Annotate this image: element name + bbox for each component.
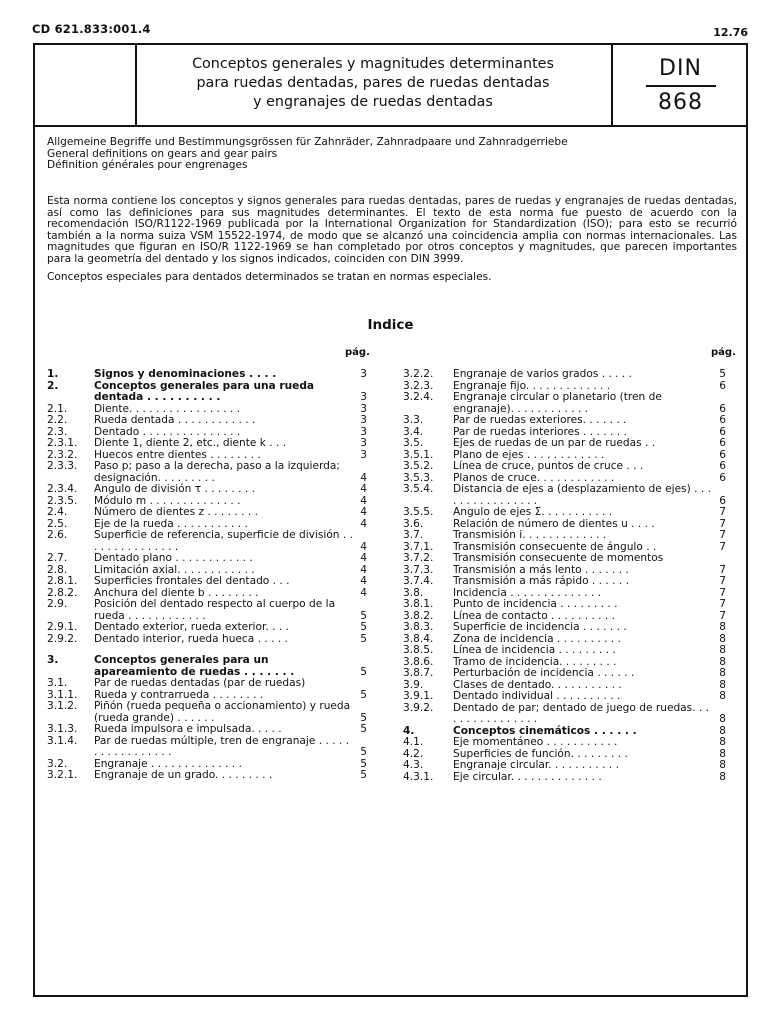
entry-page: 3: [360, 448, 367, 461]
index-entry: [47, 678, 367, 690]
entry-title: Módulo m . . . . . . . . . . . . . .: [94, 494, 241, 507]
index-entry: [47, 634, 367, 646]
index-entry: [403, 530, 726, 542]
entry-page: 8: [719, 621, 726, 633]
entry-page: 4: [360, 494, 367, 507]
entry-page: 3: [360, 414, 367, 426]
entry-page: 3: [360, 368, 367, 380]
entry-number: 2.5.: [47, 517, 68, 530]
entry-page: 8: [719, 736, 726, 748]
entry-page: 4: [360, 483, 367, 495]
entry-title: Dentado . . . . . . . . . . . . . . .: [94, 425, 241, 438]
entry-title: Engranaje fijo. . . . . . . . . . . . .: [453, 379, 611, 392]
entry-number: 2.3.3.: [47, 460, 78, 472]
din-divider: [646, 85, 716, 87]
index-entry: [403, 484, 726, 507]
entry-page: 5: [360, 723, 367, 735]
entry-number: 2.1.: [47, 402, 68, 415]
entry-number: 3.1.4.: [47, 734, 78, 747]
document-date: 12.76: [713, 26, 748, 39]
entry-number: 3.2.3.: [403, 379, 434, 392]
entry-page: 8: [719, 655, 726, 668]
index-entry: [47, 701, 367, 724]
index-entry: [47, 381, 367, 404]
index-entry: [403, 553, 726, 565]
entry-page: 8: [719, 770, 726, 783]
entry-number: 3.7.2.: [403, 552, 434, 564]
entry-page: 3: [360, 391, 367, 403]
index-entry: [47, 724, 367, 736]
entry-title: Par de ruedas múltiple, tren de engranaje . . . . . . . . . . . . . . . . .: [94, 734, 350, 758]
entry-title: Zona de incidencia . . . . . . . . . .: [453, 632, 621, 645]
entry-title: Conceptos generales para un apareamiento de ruedas . . . . . . .: [94, 654, 295, 678]
index-entry: [47, 736, 367, 759]
entry-page: 8: [719, 632, 726, 645]
entry-number: 2.8.1.: [47, 575, 78, 587]
entry-page: 6: [719, 425, 726, 438]
page-column-label-right: pág.: [711, 347, 736, 358]
entry-page: 6: [719, 448, 726, 461]
index-entry: [403, 507, 726, 519]
entry-title: Incidencia . . . . . . . . . . . . . .: [453, 586, 602, 599]
entry-title: Dentado exterior, rueda exterior. . . .: [94, 621, 289, 633]
entry-page: 5: [360, 769, 367, 781]
entry-title: Conceptos generales para una rueda dentada . . . . . . . . . .: [94, 379, 315, 403]
translation-english: General definitions on gears and gear pairs: [47, 147, 278, 160]
entry-page: 6: [719, 414, 726, 426]
entry-number: 3.5.4.: [403, 483, 434, 495]
index-entry: [47, 461, 367, 484]
entry-title: Dentado de par; dentado de juego de ruedas. . . . . . . . . . . . . . . .: [453, 701, 710, 725]
entry-page: 7: [719, 586, 726, 599]
entry-number: 2.2.: [47, 414, 68, 426]
entry-page: 3: [360, 425, 367, 438]
entry-page: 8: [719, 713, 726, 725]
entry-page: 6: [719, 494, 726, 507]
entry-number: 2.9.: [47, 598, 68, 610]
entry-title: Eje de la rueda . . . . . . . . . . .: [94, 517, 248, 530]
entry-title: Distancia de ejes a (desplazamiento de ejes) . . . . . . . . . . . . . . . .: [453, 483, 711, 507]
entry-page: 8: [719, 724, 726, 737]
standard-title: [137, 55, 609, 112]
index-left-column: [47, 369, 367, 782]
entry-title: Engranaje circular o planetario (tren de engranaje). . . . . . . . . . . .: [453, 391, 662, 415]
entry-number: 3.8.4.: [403, 632, 434, 645]
index-entry: [403, 622, 726, 634]
index-entry: [47, 530, 367, 553]
entry-number: 3.3.: [403, 414, 424, 426]
entry-number: 2.9.1.: [47, 621, 78, 633]
entry-title: Limitación axial. . . . . . . . . . . .: [94, 563, 255, 576]
entry-page: 5: [360, 688, 367, 701]
entry-number: 3.4.: [403, 425, 424, 438]
entry-title: Tramo de incidencia. . . . . . . . .: [453, 655, 617, 668]
entry-title: Rueda dentada . . . . . . . . . . . .: [94, 414, 256, 426]
index-right-column: [403, 369, 726, 783]
entry-page: 7: [719, 563, 726, 576]
entry-page: 5: [360, 746, 367, 758]
entry-title: Signos y denominaciones . . . .: [94, 368, 277, 380]
entry-number: 3.8.6.: [403, 655, 434, 668]
entry-page: 6: [719, 471, 726, 484]
entry-title: Conceptos cinemáticos . . . . . .: [453, 724, 637, 737]
entry-title: Engranaje de un grado. . . . . . . . .: [94, 769, 273, 781]
entry-number: 3.8.3.: [403, 621, 434, 633]
entry-page: 5: [360, 665, 367, 678]
index-entry: [47, 599, 367, 622]
index-entry: [47, 438, 367, 450]
title-translations: [47, 137, 568, 172]
entry-title: Dentado plano . . . . . . . . . . . .: [94, 552, 253, 564]
title-block: [35, 45, 746, 127]
entry-number: 3.7.3.: [403, 563, 434, 576]
index-heading: Indice: [367, 317, 414, 333]
entry-page: 4: [360, 517, 367, 530]
entry-number: 2.6.: [47, 529, 68, 541]
title-line: para ruedas dentadas, pares de ruedas dentadas: [196, 75, 550, 91]
title-block-left-cell: [35, 45, 137, 125]
entry-title: Transmisión i. . . . . . . . . . . . .: [453, 529, 607, 541]
entry-number: 3.5.3.: [403, 471, 434, 484]
entry-title: Par de ruedas dentadas (par de ruedas): [94, 677, 306, 689]
entry-number: 3.7.4.: [403, 575, 434, 587]
entry-number: 2.3.2.: [47, 448, 78, 461]
din-label: DIN: [659, 56, 702, 81]
entry-title: Línea de incidencia . . . . . . . . .: [453, 644, 616, 656]
index-entry: [403, 737, 726, 749]
entry-title: Superficie de referencia, superficie de división . . . . . . . . . . . . . . .: [94, 529, 353, 553]
entry-number: 2.8.: [47, 563, 68, 576]
entry-page: 6: [719, 402, 726, 415]
introduction: [47, 196, 737, 284]
entry-number: 4.2.: [403, 747, 424, 760]
entry-number: 3.: [47, 654, 59, 666]
entry-page: 8: [719, 690, 726, 702]
entry-page: 8: [719, 644, 726, 656]
index-entry: [47, 576, 367, 588]
index-entry: [47, 507, 367, 519]
entry-title: Línea de contacto . . . . . . . . . .: [453, 609, 616, 622]
entry-title: Ejes de ruedas de un par de ruedas . .: [453, 437, 656, 449]
entry-page: 4: [360, 540, 367, 553]
entry-page: 7: [719, 540, 726, 553]
entry-page: 7: [719, 609, 726, 622]
entry-page: 8: [719, 678, 726, 691]
entry-number: 3.8.: [403, 586, 424, 599]
entry-number: 2.3.1.: [47, 437, 78, 449]
entry-number: 3.1.1.: [47, 688, 78, 701]
entry-number: 3.8.5.: [403, 644, 434, 656]
page-column-label-left: pág.: [345, 347, 370, 358]
entry-page: 7: [719, 598, 726, 610]
entry-page: 6: [719, 379, 726, 392]
entry-page: 7: [719, 517, 726, 530]
entry-number: 4.3.1.: [403, 770, 434, 783]
index-entry: [47, 553, 367, 565]
entry-number: 3.9.2.: [403, 701, 434, 714]
entry-number: 2.7.: [47, 552, 68, 564]
entry-number: 3.5.: [403, 437, 424, 449]
entry-title: Par de ruedas interiores . . . . . . .: [453, 425, 627, 438]
index-entry: [403, 760, 726, 772]
page-frame: [33, 43, 748, 997]
entry-title: Superficies frontales del dentado . . .: [94, 575, 290, 587]
entry-title: Perturbación de incidencia . . . . . .: [453, 667, 635, 679]
index-entry: [47, 369, 367, 381]
entry-page: 5: [360, 632, 367, 645]
entry-page: 3: [360, 437, 367, 449]
entry-number: 2.8.2.: [47, 586, 78, 599]
entry-page: 5: [360, 757, 367, 770]
entry-page: 3: [360, 402, 367, 415]
index-entry: [403, 438, 726, 450]
index-entry: [403, 772, 726, 784]
entry-page: 5: [719, 368, 726, 380]
entry-title: Transmisión a más lento . . . . . . .: [453, 563, 629, 576]
entry-number: 3.1.2.: [47, 700, 78, 712]
translation-german: Allgemeine Begriffe und Bestimmungsgrössen für Zahnräder, Zahnradpaare und Zahnradgerriebe: [47, 136, 568, 148]
entry-title: Posición del dentado respecto al cuerpo de la rueda . . . . . . . . . . . .: [94, 598, 336, 622]
index-entry: [47, 655, 367, 678]
entry-number: 2.4.: [47, 506, 68, 518]
entry-page: 4: [360, 471, 367, 484]
entry-number: 3.7.: [403, 529, 424, 541]
index-entry: [47, 622, 367, 634]
entry-title: Número de dientes z . . . . . . . .: [94, 506, 258, 518]
entry-title: Paso p; paso a la derecha, paso a la izquierda; designación. . . . . . . . .: [94, 460, 340, 484]
entry-page: 7: [719, 506, 726, 518]
index-entry: [403, 691, 726, 703]
entry-title: Rueda y contrarrueda . . . . . . . .: [94, 688, 264, 701]
entry-title: Clases de dentado. . . . . . . . . . .: [453, 678, 622, 691]
entry-number: 2.3.5.: [47, 494, 78, 507]
index-entry: [403, 599, 726, 611]
entry-title: Línea de cruce, puntos de cruce . . .: [453, 460, 644, 472]
entry-number: 2.3.4.: [47, 483, 78, 495]
index-entry: [47, 770, 367, 782]
entry-page: 8: [719, 667, 726, 679]
entry-title: Dentado interior, rueda hueca . . . . .: [94, 632, 288, 645]
entry-number: 4.: [403, 724, 415, 737]
entry-title: Engranaje circular. . . . . . . . . . .: [453, 759, 619, 771]
entry-page: 4: [360, 552, 367, 564]
entry-title: Anchura del diente b . . . . . . . .: [94, 586, 259, 599]
entry-title: Plano de ejes . . . . . . . . . . . .: [453, 448, 605, 461]
entry-title: Engranaje . . . . . . . . . . . . . .: [94, 757, 242, 770]
entry-number: 3.5.1.: [403, 448, 434, 461]
entry-title: Transmisión consecuente de ángulo . .: [453, 540, 657, 553]
index-entry: [403, 645, 726, 657]
entry-number: 3.9.: [403, 678, 424, 691]
entry-number: 3.5.5.: [403, 506, 434, 518]
entry-title: Eje circular. . . . . . . . . . . . . .: [453, 770, 602, 783]
entry-title: Angulo de ejes Σ. . . . . . . . . . .: [453, 506, 613, 518]
entry-title: Piñón (rueda pequeña o accionamiento) y rueda (rueda grande) . . . . . .: [94, 700, 351, 724]
index-entry: [47, 415, 367, 427]
entry-page: 7: [719, 529, 726, 541]
title-line: y engranajes de ruedas dentadas: [253, 94, 493, 110]
entry-number: 3.1.: [47, 677, 68, 689]
entry-number: 2.3.: [47, 425, 68, 438]
index-entry: [403, 703, 726, 726]
entry-title: Par de ruedas exteriores. . . . . . .: [453, 414, 627, 426]
entry-title: Rueda impulsora e impulsada. . . . .: [94, 723, 282, 735]
entry-page: 4: [360, 575, 367, 587]
intro-paragraph: Esta norma contiene los conceptos y signos generales para ruedas dentadas, pares de ruedas y engranajes de ruedas dentadas, así como las definiciones para sus magnitudes determinantes. El texto de esta norma fue puesto de acuerdo con la recomendación ISO/R1122-1969 publicada por la International Organization for Standardization (ISO); para esto se recurrió también a la norma suiza VSM 15522-1974, de modo que se alcanzó una coincidencia amplia con normas internacionales. Las magnitudes que figuran en ISO/R 1122-1969 se han completado por otros conceptos y magnitudes, que parecen importantes para la geometría del dentado y los signos indicados, coinciden con DIN 3999.: [47, 195, 737, 265]
entry-number: 3.2.4.: [403, 391, 434, 403]
entry-title: Relación de número de dientes u . . . .: [453, 517, 655, 530]
entry-number: 4.3.: [403, 759, 424, 771]
entry-title: Angulo de división τ . . . . . . . .: [94, 483, 255, 495]
entry-title: Engranaje de varios grados . . . . .: [453, 368, 633, 380]
entry-title: Planos de cruce. . . . . . . . . . . .: [453, 471, 615, 484]
entry-number: 4.1.: [403, 736, 424, 748]
entry-page: 6: [719, 460, 726, 472]
entry-number: 3.8.2.: [403, 609, 434, 622]
entry-title: Huecos entre dientes . . . . . . . .: [94, 448, 261, 461]
din-box: [611, 45, 748, 125]
entry-title: Diente 1, diente 2, etc., diente k . . .: [94, 437, 287, 449]
entry-page: 5: [360, 621, 367, 633]
entry-page: 5: [360, 711, 367, 724]
entry-title: Transmisión a más rápido . . . . . .: [453, 575, 629, 587]
entry-number: 3.2.: [47, 757, 68, 770]
index-entry: [403, 415, 726, 427]
title-line: Conceptos generales y magnitudes determinantes: [192, 56, 554, 72]
entry-page: 6: [719, 437, 726, 449]
entry-number: 3.1.3.: [47, 723, 78, 735]
index-entry: [403, 668, 726, 680]
entry-page: 8: [719, 759, 726, 771]
index-entry: [47, 484, 367, 496]
entry-number: 3.8.7.: [403, 667, 434, 679]
entry-page: 4: [360, 586, 367, 599]
entry-page: 4: [360, 506, 367, 518]
entry-title: Dentado individual . . . . . . . . . .: [453, 690, 621, 702]
entry-title: Superficie de incidencia . . . . . . .: [453, 621, 627, 633]
entry-number: 2.: [47, 379, 59, 392]
entry-number: 3.5.2.: [403, 460, 434, 472]
din-number: 868: [658, 90, 703, 115]
index-entry: [403, 461, 726, 473]
entry-number: 2.9.2.: [47, 632, 78, 645]
entry-title: Punto de incidencia . . . . . . . . .: [453, 598, 618, 610]
entry-page: 7: [719, 575, 726, 587]
index-entry: [403, 576, 726, 588]
entry-title: Diente. . . . . . . . . . . . . . . . .: [94, 402, 241, 415]
entry-title: Transmisión consecuente de momentos: [453, 552, 664, 564]
entry-number: 3.6.: [403, 517, 424, 530]
entry-number: 3.8.1.: [403, 598, 434, 610]
entry-number: 3.2.1.: [47, 769, 78, 781]
index-entry: [403, 369, 726, 381]
translation-french: Définition générales pour engrenages: [47, 159, 248, 171]
document-code: CD 621.833:001.4: [32, 22, 151, 36]
entry-page: 5: [360, 609, 367, 622]
entry-page: 8: [719, 747, 726, 760]
entry-title: Superficies de función. . . . . . . . .: [453, 747, 628, 760]
intro-paragraph: Conceptos especiales para dentados determinados se tratan en normas especiales.: [47, 271, 492, 283]
entry-number: 1.: [47, 368, 59, 380]
entry-number: 3.2.2.: [403, 368, 434, 380]
entry-page: 4: [360, 563, 367, 576]
entry-number: 3.7.1.: [403, 540, 434, 553]
entry-title: Eje momentáneo . . . . . . . . . . .: [453, 736, 618, 748]
entry-number: 3.9.1.: [403, 690, 434, 702]
index-entry: [403, 392, 726, 415]
